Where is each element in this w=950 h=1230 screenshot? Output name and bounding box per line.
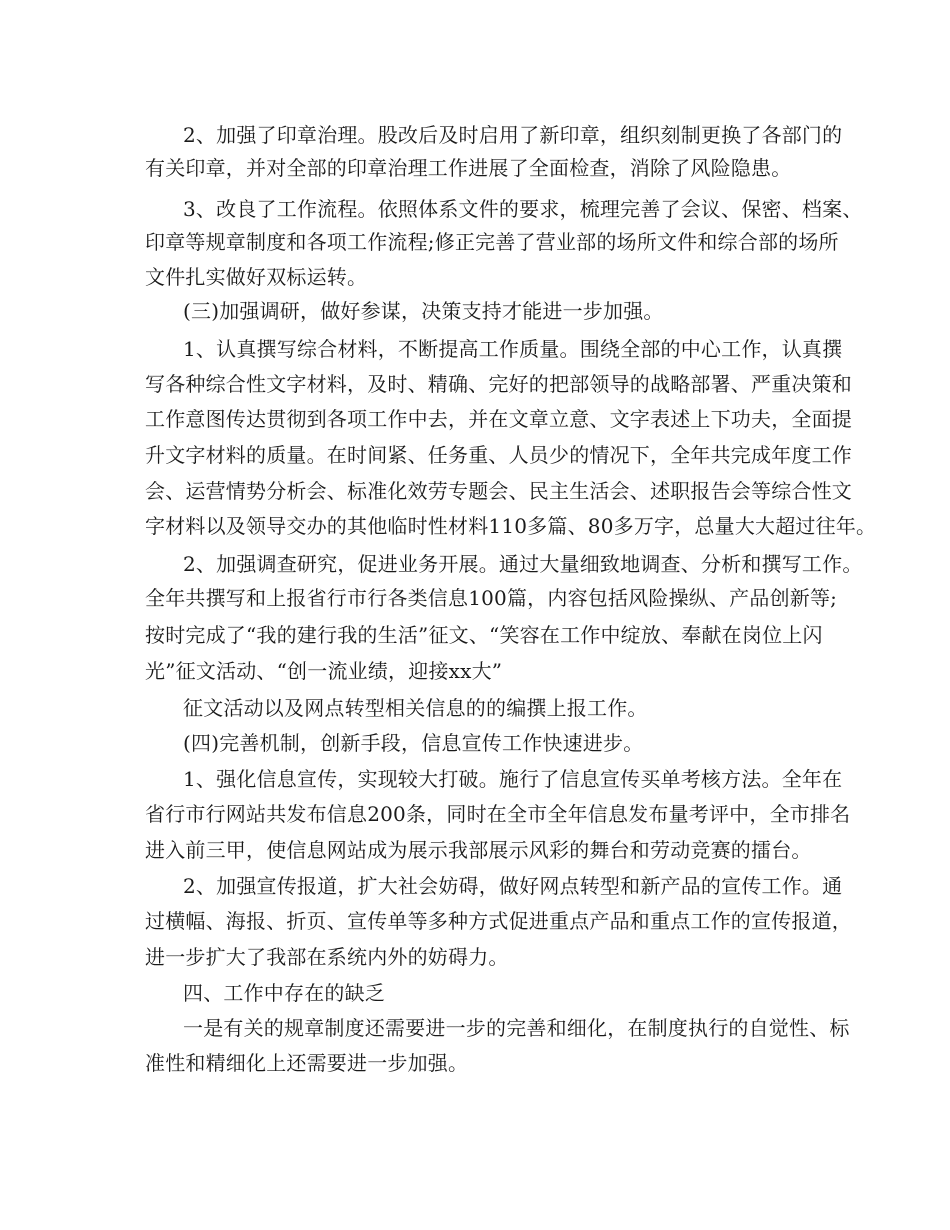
text-line: 升文字材料的质量。在时间紧、任务重、人员少的情况下，全年共完成年度工作 bbox=[145, 443, 852, 467]
text-line: 2、加强了印章治理。股改后及时启用了新印章，组织刻制更换了各部门的 bbox=[183, 123, 843, 147]
text-line: 一是有关的规章制度还需要进一步的完善和细化，在制度执行的自觉性、标 bbox=[183, 1016, 850, 1040]
text-line: 进一步扩大了我部在系统内外的妨碍力。 bbox=[145, 945, 509, 969]
text-line: 进入前三甲，使信息网站成为展示我部展示风彩的舞台和劳动竞赛的擂台。 bbox=[145, 838, 812, 862]
text-line: 2、加强宣传报道，扩大社会妨碍，做好网点转型和新产品的宣传工作。通 bbox=[183, 874, 843, 898]
text-line: 按时完成了“我的建行我的生活”征文、“笑容在工作中绽放、奉献在岗位上闪 bbox=[145, 623, 823, 647]
text-line: 有关印章，并对全部的印章治理工作进展了全面检查，消除了风险隐患。 bbox=[145, 156, 792, 180]
text-line: 文件扎实做好双标运转。 bbox=[145, 265, 368, 289]
text-line: 准性和精细化上还需要进一步加强。 bbox=[145, 1051, 469, 1075]
text-line: 1、认真撰写综合材料，不断提高工作质量。围绕全部的中心工作，认真撰 bbox=[183, 337, 843, 361]
text-line: 会、运营情势分析会、标准化效劳专题会、民主生活会、述职报告会等综合性文 bbox=[145, 479, 852, 503]
text-line: 印章等规章制度和各项工作流程;修正完善了营业部的场所文件和综合部的场所 bbox=[145, 230, 839, 254]
text-line: 2、加强调查研究，促进业务开展。通过大量细致地调查、分析和撰写工作。 bbox=[183, 552, 863, 576]
text-line: 光”征文活动、“创一流业绩，迎接xx大” bbox=[145, 659, 503, 683]
text-line: 征文活动以及网点转型相关信息的的编撰上报工作。 bbox=[183, 696, 648, 720]
text-line: 3、改良了工作流程。依照体系文件的要求，梳理完善了会议、保密、档案、 bbox=[183, 197, 863, 221]
text-line: 字材料以及领导交办的其他临时性材料110多篇、80多万字，总量大大超过往年。 bbox=[145, 514, 877, 538]
text-line: 过横幅、海报、折页、宣传单等多种方式促进重点产品和重点工作的宣传报道， bbox=[145, 909, 852, 933]
section-heading: 四、工作中存在的缺乏 bbox=[183, 981, 385, 1005]
text-line: 写各种综合性文字材料，及时、精确、完好的把部领导的战略部署、严重决策和 bbox=[145, 372, 852, 396]
text-line: 工作意图传达贯彻到各项工作中去，并在文章立意、文字表述上下功夫，全面提 bbox=[145, 407, 852, 431]
text-line: 全年共撰写和上报省行市行各类信息100篇，内容包括风险操纵、产品创新等; bbox=[145, 586, 838, 610]
section-heading: (四)完善机制，创新手段，信息宣传工作快速进步。 bbox=[183, 731, 644, 755]
section-heading: (三)加强调研，做好参谋，决策支持才能进一步加强。 bbox=[183, 299, 664, 323]
text-line: 省行市行网站共发布信息200条，同时在全市全年信息发布量考评中，全市排名 bbox=[145, 802, 851, 826]
text-line: 1、强化信息宣传，实现较大打破。施行了信息宣传买单考核方法。全年在 bbox=[183, 767, 843, 791]
